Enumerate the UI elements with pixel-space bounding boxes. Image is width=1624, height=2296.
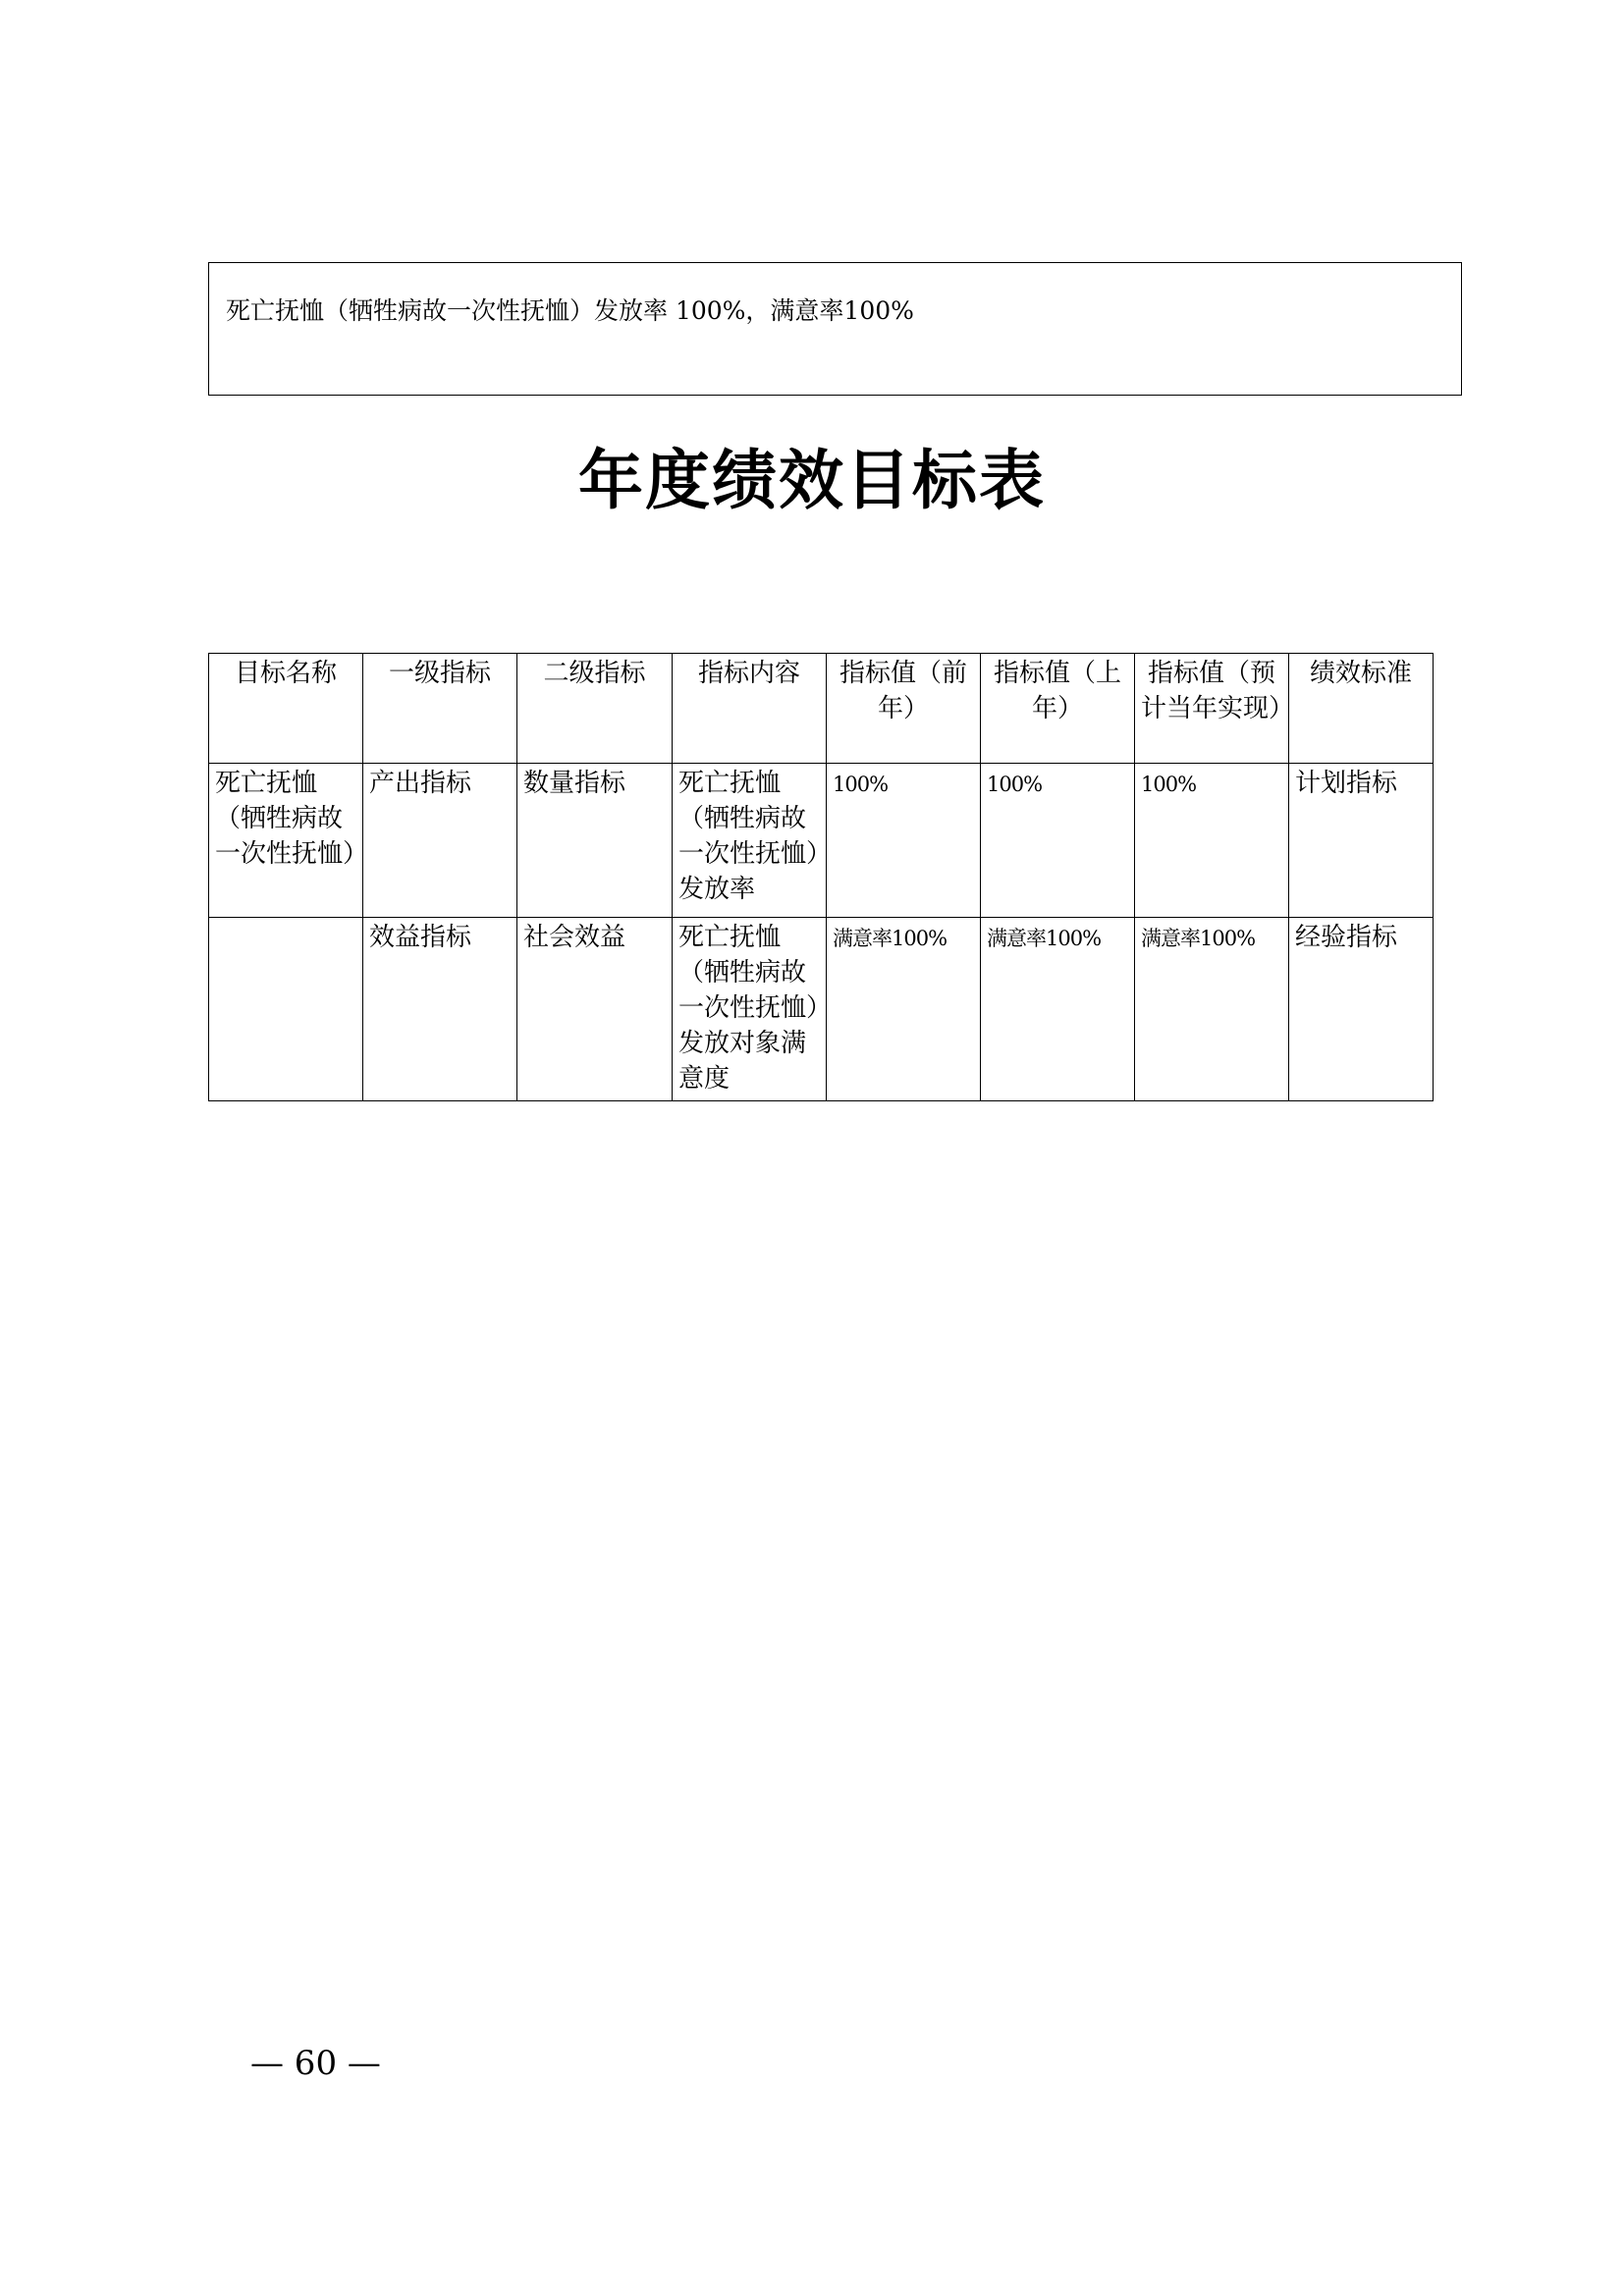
table-header-row <box>209 654 1434 764</box>
cell-value: 100% <box>987 773 1043 796</box>
cell-value: 100% <box>1141 773 1197 796</box>
table-cell <box>209 918 363 1101</box>
table-cell: 经验指标 <box>1289 918 1434 1101</box>
summary-box <box>208 262 1462 396</box>
header-cell-standard: 绩效标准 <box>1289 654 1434 764</box>
table-cell <box>981 764 1135 918</box>
table-cell: 数量指标 <box>517 764 673 918</box>
table-cell: 死亡抚恤（牺牲病故一次性抚恤）发放对象满意度 <box>673 918 827 1101</box>
table-row <box>209 918 1434 1101</box>
table-cell <box>1135 764 1289 918</box>
header-cell-value-current-year: 指标值（预计当年实现） <box>1135 654 1289 764</box>
table-cell: 社会效益 <box>517 918 673 1101</box>
cell-value: 满意率100% <box>1141 927 1256 950</box>
header-cell-goal-name: 目标名称 <box>209 654 363 764</box>
table-cell: 产出指标 <box>363 764 517 918</box>
table-row <box>209 764 1434 918</box>
table-cell: 计划指标 <box>1289 764 1434 918</box>
cell-value: 100% <box>833 773 889 796</box>
cell-value: 满意率100% <box>833 927 947 950</box>
table-cell <box>827 764 981 918</box>
header-cell-level2: 二级指标 <box>517 654 673 764</box>
performance-goal-table <box>208 653 1434 1101</box>
header-cell-value-last-year: 指标值（上年） <box>981 654 1135 764</box>
table-cell: 死亡抚恤（牺牲病故一次性抚恤）发放率 <box>673 764 827 918</box>
table-cell: 死亡抚恤（牺牲病故一次性抚恤） <box>209 764 363 918</box>
table-cell <box>981 918 1135 1101</box>
header-cell-content: 指标内容 <box>673 654 827 764</box>
summary-text: 死亡抚恤（牺牲病故一次性抚恤）发放率 100%，满意率100% <box>226 296 914 325</box>
table-cell <box>1135 918 1289 1101</box>
header-cell-level1: 一级指标 <box>363 654 517 764</box>
header-cell-value-prev-year: 指标值（前年） <box>827 654 981 764</box>
page-number: — 60 — <box>250 2044 381 2083</box>
cell-value: 满意率100% <box>987 927 1102 950</box>
table-cell <box>827 918 981 1101</box>
page-title: 年度绩效目标表 <box>578 443 1046 518</box>
table-cell: 效益指标 <box>363 918 517 1101</box>
